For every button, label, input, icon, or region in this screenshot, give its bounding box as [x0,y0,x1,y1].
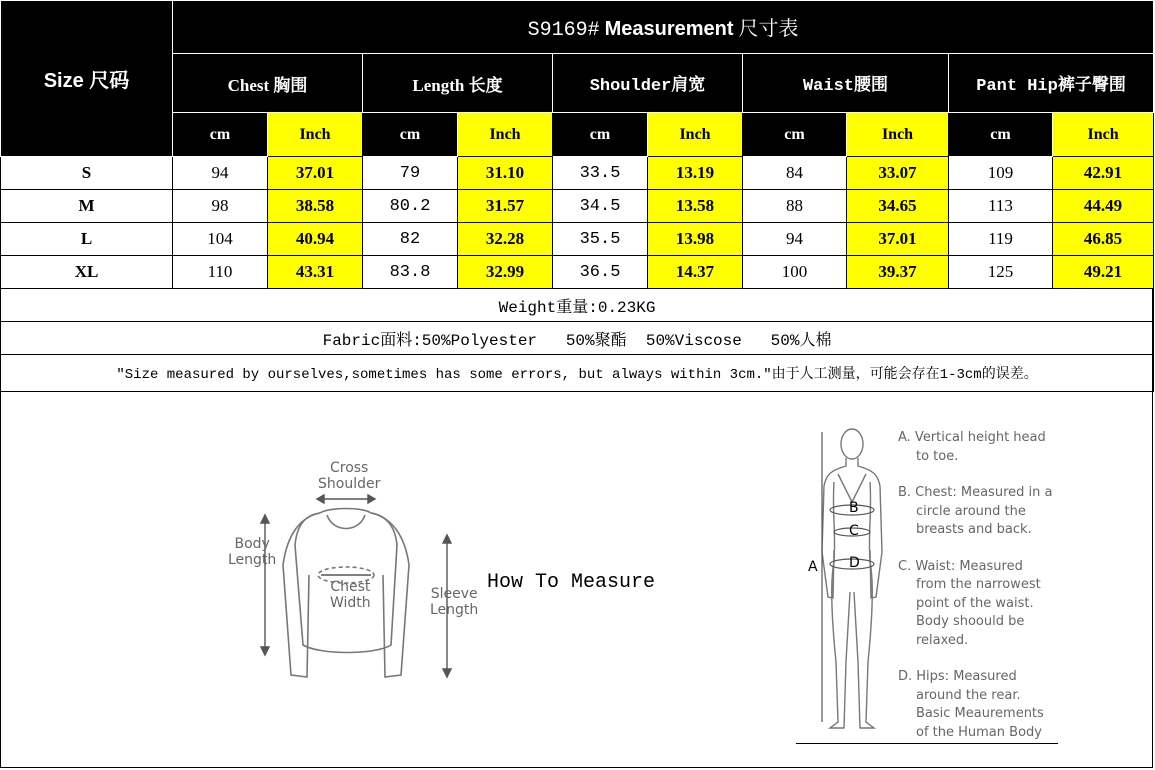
sleeve-length-label: Sleeve Length [430,586,479,618]
group-shoulder: Shoulder肩宽 [553,54,743,113]
cross-shoulder-label: Cross Shoulder [318,460,381,492]
value-cell: 44.49 [1053,190,1154,223]
value-cell: 32.28 [458,223,553,256]
value-cell: 14.37 [648,256,743,289]
unit-inch: Inch [458,113,553,157]
value-cell: 37.01 [268,157,363,190]
body-figure-illustration [800,422,900,732]
chest-width-label: Chest Width [330,579,371,611]
value-cell: 80.2 [363,190,458,223]
value-cell: 13.58 [648,190,743,223]
measurement-legend [898,429,1138,760]
marker-c: C [849,523,859,539]
marker-d: D [849,555,860,571]
marker-a: A [808,559,818,575]
value-cell: 79 [363,157,458,190]
legend-b: B. Chest: Measured in a circle around the breasts and back. [898,485,1053,537]
how-to-measure-label: How To Measure [487,571,656,594]
value-cell: 13.98 [648,223,743,256]
unit-inch: Inch [1053,113,1154,157]
value-cell: 42.91 [1053,157,1154,190]
group-waist: Waist腰围 [743,54,949,113]
value-cell: 34.5 [553,190,648,223]
value-cell: 109 [949,157,1053,190]
value-cell: 88 [743,190,847,223]
value-cell: 31.57 [458,190,553,223]
legend-a: A. Vertical height head to toe. [898,430,1046,464]
table-row [1,223,1154,256]
value-cell: 104 [173,223,268,256]
group-chest: Chest 胸围 [173,54,363,113]
weight-row [1,289,1154,322]
value-cell: 32.99 [458,256,553,289]
size-cell: M [1,190,173,223]
value-cell: 34.65 [847,190,949,223]
value-cell: 84 [743,157,847,190]
value-cell: 113 [949,190,1053,223]
title-cn: 尺寸表 [738,18,799,40]
fabric-text: Fabric面料:50%Polyester 50%聚酯 50%Viscose 50%人棉 [1,322,1154,355]
value-cell: 33.5 [553,157,648,190]
title-code: S9169# [527,19,600,42]
value-cell: 49.21 [1053,256,1154,289]
value-cell: 37.01 [847,223,949,256]
title-word: Measurement [604,18,734,40]
fabric-row [1,322,1154,355]
value-cell: 82 [363,223,458,256]
legend-d: D. Hips: Measured around the rear. Basic Meaurements of the Human Body [898,669,1044,740]
unit-cm: cm [553,113,648,157]
unit-cm: cm [363,113,458,157]
group-pant-hip: Pant Hip裤子臀围 [949,54,1154,113]
value-cell: 31.10 [458,157,553,190]
unit-inch: Inch [648,113,743,157]
weight-text: Weight重量:0.23KG [1,289,1154,322]
value-cell: 38.58 [268,190,363,223]
table-row [1,256,1154,289]
value-cell: 43.31 [268,256,363,289]
value-cell: 33.07 [847,157,949,190]
value-cell: 98 [173,190,268,223]
note-text: "Size measured by ourselves,sometimes has some errors, but always within 3cm."由于人工测量，可能会存在1-3cm的误差。 [1,355,1154,392]
unit-cm: cm [949,113,1053,157]
value-cell: 40.94 [268,223,363,256]
value-cell: 125 [949,256,1053,289]
table-row [1,190,1154,223]
value-cell: 35.5 [553,223,648,256]
value-cell: 100 [743,256,847,289]
unit-inch: Inch [847,113,949,157]
size-cell: L [1,223,173,256]
unit-cm: cm [173,113,268,157]
value-cell: 36.5 [553,256,648,289]
marker-b: B [849,500,859,516]
value-cell: 13.19 [648,157,743,190]
chart-title [173,1,1154,54]
size-cell: S [1,157,173,190]
value-cell: 110 [173,256,268,289]
value-cell: 83.8 [363,256,458,289]
unit-cm: cm [743,113,847,157]
value-cell: 46.85 [1053,223,1154,256]
size-header: Size 尺码 [1,1,173,157]
group-length: Length 长度 [363,54,553,113]
legend-c: C. Waist: Measured from the narrowest point of the waist. Body shoould be relaxed. [898,558,1041,648]
value-cell: 119 [949,223,1053,256]
size-cell: XL [1,256,173,289]
value-cell: 94 [743,223,847,256]
note-row [1,355,1154,392]
value-cell: 94 [173,157,268,190]
table-row [1,157,1154,190]
value-cell: 39.37 [847,256,949,289]
body-length-label: Body Length [228,536,277,568]
unit-inch: Inch [268,113,363,157]
